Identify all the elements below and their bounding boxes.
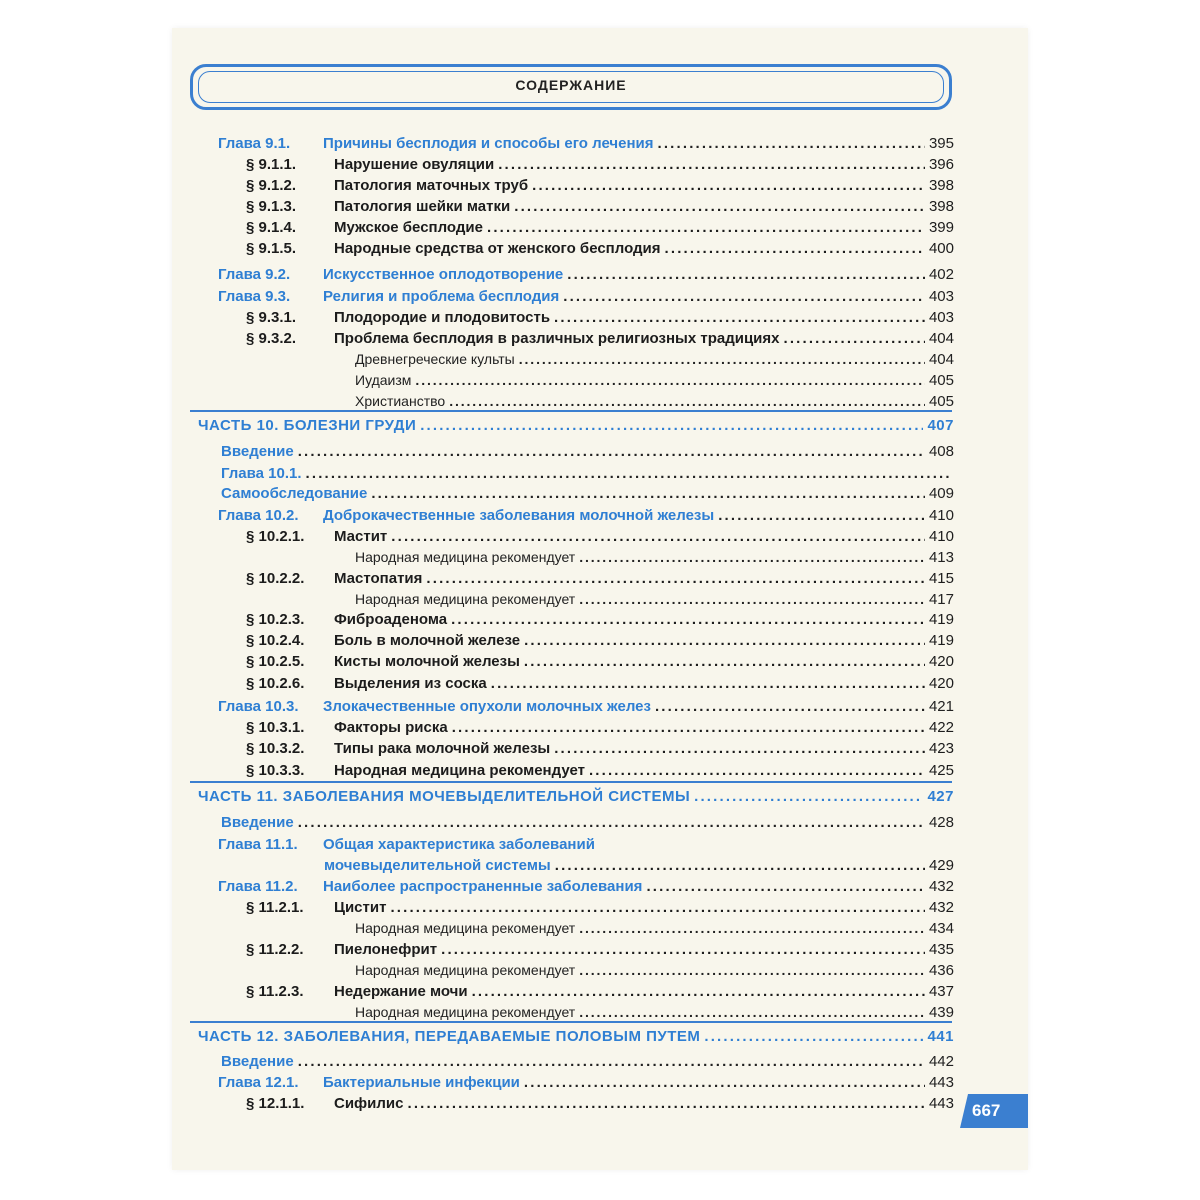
toc-entry-page: 405 (928, 372, 954, 389)
toc-entry-title: Нарушение овуляции (334, 156, 495, 173)
toc-entry-chapter (218, 698, 954, 715)
toc-entry-page: 435 (928, 941, 954, 958)
toc-entry-title: Религия и проблема бесплодия (323, 288, 560, 305)
dot-leader (718, 507, 925, 524)
toc-entry-section (246, 177, 954, 194)
dot-leader (567, 266, 925, 283)
dot-leader (487, 219, 925, 236)
toc-entry-section (246, 983, 954, 1000)
toc-entry-number: Глава 10.2. (218, 507, 299, 524)
toc-entry-title: Боль в молочной железе (334, 632, 521, 649)
page-number: 667 (972, 1101, 1001, 1120)
toc-entry-page: 410 (928, 528, 954, 545)
dot-leader (498, 156, 925, 173)
toc-entry-title: Народная медицина рекомендует (334, 762, 585, 779)
toc-entry-intro (221, 465, 954, 482)
toc-entry-page: 422 (928, 719, 954, 736)
toc-entry-page: 421 (928, 698, 954, 715)
toc-entry-chapter (218, 1074, 954, 1091)
toc-entry-title: Мастит (334, 528, 388, 545)
toc-entry-title: Наиболее распространенные заболевания (323, 878, 643, 895)
toc-entry-title: Факторы риска (334, 719, 448, 736)
toc-entry-page: 402 (928, 266, 954, 283)
toc-entry-section (246, 632, 954, 649)
toc-entry-intro (221, 1053, 954, 1070)
dot-leader (524, 1074, 925, 1091)
toc-entry-page: 398 (928, 177, 954, 194)
toc-entry-page: 425 (928, 762, 954, 779)
toc-entry-section (246, 653, 954, 670)
toc-entry-title: Цистит (334, 899, 387, 916)
toc-entry-intro (221, 443, 954, 460)
toc-entry-part (198, 788, 954, 805)
toc-entry-title: Недержание мочи (334, 983, 468, 1000)
toc-entry-title: Народная медицина рекомендует (355, 591, 576, 607)
toc-entry-title: Народная медицина рекомендует (355, 1004, 576, 1020)
dot-leader (390, 899, 925, 916)
toc-entry-page: 408 (928, 443, 954, 460)
dot-leader (524, 653, 925, 670)
dot-leader (555, 857, 925, 874)
toc-entry-number: § 10.2.3. (246, 611, 305, 628)
toc-entry-page: 400 (928, 240, 954, 257)
toc-entry-number: Глава 10.3. (218, 698, 299, 715)
toc-entry-section (246, 740, 954, 757)
dot-leader (472, 983, 925, 1000)
toc-entry-number: Глава 11.1. (218, 836, 298, 853)
dot-leader (371, 485, 925, 502)
toc-entry-title: Введение (221, 443, 294, 460)
toc-entry-page: 403 (928, 309, 954, 326)
toc-entry-number: § 11.2.1. (246, 899, 304, 916)
dot-leader (420, 417, 923, 434)
dot-leader (452, 719, 925, 736)
toc-entry-title: Патология маточных труб (334, 177, 529, 194)
toc-entry-chapter (218, 266, 954, 283)
toc-entry-section (246, 240, 954, 257)
toc-entry-title: Сифилис (334, 1095, 404, 1112)
toc-entry-section (246, 219, 954, 236)
toc-entry-page: 427 (927, 788, 954, 805)
toc-entry-chapter-cont (324, 857, 954, 874)
toc-entry-number: § 10.2.1. (246, 528, 305, 545)
dot-leader (524, 632, 925, 649)
toc-entry-number: § 9.1.4. (246, 219, 297, 236)
toc-entry-page: 404 (928, 330, 954, 347)
toc-entry-intro (221, 485, 954, 502)
toc-entry-title: Глава 10.1. (221, 465, 302, 482)
toc-entry-title: Проблема бесплодия в различных религиозных традициях (334, 330, 780, 347)
toc-entry-title: Народная медицина рекомендует (355, 920, 576, 936)
toc-entry-page: 420 (928, 653, 954, 670)
page-number-badge (958, 1092, 1028, 1130)
toc-entry-number: § 10.2.2. (246, 570, 305, 587)
dot-leader (519, 351, 925, 367)
dot-leader (579, 920, 925, 936)
toc-entry-number: § 10.3.3. (246, 762, 305, 779)
dot-leader (783, 330, 924, 347)
dot-leader (658, 135, 925, 152)
toc-entry-section (246, 570, 954, 587)
dot-leader (554, 309, 925, 326)
toc-entry-title: Пиелонефрит (334, 941, 438, 958)
toc-entry-chapter (218, 836, 954, 853)
toc-entry-page: 442 (928, 1053, 954, 1070)
dot-leader (415, 372, 925, 388)
toc-entry-number: § 9.3.1. (246, 309, 297, 326)
toc-entry-title: Типы рака молочной железы (334, 740, 551, 757)
dot-leader (665, 240, 925, 257)
dot-leader (554, 740, 925, 757)
toc-entry-part (198, 417, 954, 434)
toc-entry-section (246, 762, 954, 779)
toc-entry-title: ЧАСТЬ 12. ЗАБОЛЕВАНИЯ, ПЕРЕДАВАЕМЫЕ ПОЛОВЫМ ПУТЕМ (198, 1028, 701, 1045)
dot-leader (655, 698, 925, 715)
toc-entry-title: Искусственное оплодотворение (323, 266, 564, 283)
part-divider-line (190, 410, 952, 412)
toc-entry-title: Народная медицина рекомендует (355, 549, 576, 565)
toc-entry-sub (355, 351, 954, 368)
toc-entry-title: Доброкачественные заболевания молочной железы (323, 507, 715, 524)
dot-leader (408, 1095, 925, 1112)
toc-entry-number: § 10.3.2. (246, 740, 305, 757)
toc-entry-section (246, 899, 954, 916)
dot-leader (491, 675, 925, 692)
toc-entry-page: 409 (928, 485, 954, 502)
dot-leader (298, 814, 925, 831)
toc-entry-title: Народные средства от женского бесплодия (334, 240, 661, 257)
toc-entry-title: ЧАСТЬ 10. БОЛЕЗНИ ГРУДИ (198, 417, 417, 434)
toc-entry-title: Мужское бесплодие (334, 219, 483, 236)
toc-entry-title: Кисты молочной железы (334, 653, 520, 670)
toc-entry-page: 404 (928, 351, 954, 368)
toc-entry-sub (355, 549, 954, 566)
part-divider-line (190, 781, 952, 783)
toc-entry-sub (355, 962, 954, 979)
dot-leader (589, 762, 925, 779)
toc-entry-section (246, 198, 954, 215)
toc-entry-page: 419 (928, 611, 954, 628)
dot-leader (451, 611, 925, 628)
toc-entry-part (198, 1028, 954, 1045)
toc-entry-number: Глава 9.2. (218, 266, 291, 283)
toc-entry-title: Выделения из соска (334, 675, 487, 692)
dot-leader (298, 443, 925, 460)
toc-entry-section (246, 675, 954, 692)
dot-leader (441, 941, 925, 958)
toc-entry-title: Бактериальные инфекции (323, 1074, 520, 1091)
toc-entry-page: 443 (928, 1074, 954, 1091)
toc-entry-page: 443 (928, 1095, 954, 1112)
toc-entry-number: Глава 11.2. (218, 878, 298, 895)
toc-entry-title: Общая характеристика заболеваний (323, 836, 595, 853)
toc-entry-page: 398 (928, 198, 954, 215)
toc-entry-page: 423 (928, 740, 954, 757)
toc-entry-chapter (218, 507, 954, 524)
toc-entry-number: § 12.1.1. (246, 1095, 305, 1112)
toc-entry-number: § 9.3.2. (246, 330, 297, 347)
toc-entry-page: 405 (928, 393, 954, 410)
toc-entry-page: 417 (928, 591, 954, 608)
toc-entry-number: Глава 9.3. (218, 288, 291, 305)
dot-leader (449, 393, 925, 409)
toc-entry-title: ЧАСТЬ 11. ЗАБОЛЕВАНИЯ МОЧЕВЫДЕЛИТЕЛЬНОЙ СИСТЕМЫ (198, 788, 691, 805)
toc-entry-page: 420 (928, 675, 954, 692)
dot-leader (563, 288, 925, 305)
toc-entry-chapter (218, 288, 954, 305)
dot-leader (579, 962, 925, 978)
toc-entry-intro (221, 814, 954, 831)
toc-entry-number: § 9.1.3. (246, 198, 297, 215)
toc-entry-page: 399 (928, 219, 954, 236)
contents-title: СОДЕРЖАНИЕ (515, 77, 627, 93)
dot-leader (646, 878, 925, 895)
toc-entry-page: 410 (928, 507, 954, 524)
dot-leader (579, 1004, 925, 1020)
toc-entry-number: § 9.1.5. (246, 240, 297, 257)
toc-entry-number: § 10.3.1. (246, 719, 305, 736)
toc-entry-section (246, 309, 954, 326)
toc-entry-title: Злокачественные опухоли молочных желез (323, 698, 651, 715)
toc-entry-page: 413 (928, 549, 954, 566)
toc-entry-section (246, 156, 954, 173)
toc-entry-page: 396 (928, 156, 954, 173)
toc-entry-chapter (218, 135, 954, 152)
toc-entry-page: 434 (928, 920, 954, 937)
toc-entry-sub (355, 1004, 954, 1021)
toc-entry-sub (355, 591, 954, 608)
toc-entry-page: 429 (928, 857, 954, 874)
toc-entry-title: Плодородие и плодовитость (334, 309, 551, 326)
toc-entry-sub (355, 372, 954, 389)
toc-entry-number: § 10.2.4. (246, 632, 305, 649)
toc-entry-title: Патология шейки матки (334, 198, 511, 215)
toc-entry-section (246, 719, 954, 736)
toc-entry-page: 432 (928, 899, 954, 916)
toc-entry-title: Самообследование (221, 485, 368, 502)
toc-entry-title: Введение (221, 814, 294, 831)
toc-entry-page: 441 (927, 1028, 954, 1045)
dot-leader (426, 570, 925, 587)
toc-entry-section (246, 528, 954, 545)
toc-entry-title: Древнегреческие культы (355, 351, 515, 367)
dot-leader (579, 591, 925, 607)
toc-entry-number: § 10.2.6. (246, 675, 305, 692)
toc-entry-title: Введение (221, 1053, 294, 1070)
toc-entry-page: 432 (928, 878, 954, 895)
toc-entry-number: § 9.1.2. (246, 177, 297, 194)
dot-leader (532, 177, 925, 194)
part-divider-line (190, 1021, 952, 1023)
toc-entry-page: 436 (928, 962, 954, 979)
toc-entry-page: 428 (928, 814, 954, 831)
toc-entry-page: 395 (928, 135, 954, 152)
toc-entry-number: § 9.1.1. (246, 156, 297, 173)
toc-entry-sub (355, 920, 954, 937)
toc-entry-page: 437 (928, 983, 954, 1000)
toc-entry-page: 403 (928, 288, 954, 305)
toc-entry-section (246, 330, 954, 347)
toc-entry-number: Глава 12.1. (218, 1074, 299, 1091)
toc-entry-title: Иудаизм (355, 372, 412, 388)
toc-entry-title: мочевыделительной системы (324, 857, 551, 874)
toc-entry-number: § 11.2.3. (246, 983, 304, 1000)
toc-entry-sub (355, 393, 954, 410)
toc-entry-number: § 11.2.2. (246, 941, 304, 958)
dot-leader (704, 1028, 923, 1045)
toc-entry-title: Фиброаденома (334, 611, 448, 628)
toc-entry-section (246, 1095, 954, 1112)
dot-leader (514, 198, 925, 215)
toc-entry-title: Народная медицина рекомендует (355, 962, 576, 978)
toc-entry-section (246, 611, 954, 628)
toc-entry-number: § 10.2.5. (246, 653, 305, 670)
toc-entry-number: Глава 9.1. (218, 135, 291, 152)
toc-entry-page: 407 (927, 417, 954, 434)
toc-entry-section (246, 941, 954, 958)
dot-leader (391, 528, 925, 545)
toc-entry-page: 415 (928, 570, 954, 587)
dot-leader (579, 549, 925, 565)
dot-leader (306, 465, 950, 482)
dot-leader (298, 1053, 925, 1070)
toc-entry-page: 419 (928, 632, 954, 649)
toc-entry-title: Христианство (355, 393, 446, 409)
toc-entry-title: Мастопатия (334, 570, 423, 587)
dot-leader (694, 788, 923, 805)
toc-entry-page: 439 (928, 1004, 954, 1021)
toc-entry-chapter (218, 878, 954, 895)
toc-entry-title: Причины бесплодия и способы его лечения (323, 135, 654, 152)
